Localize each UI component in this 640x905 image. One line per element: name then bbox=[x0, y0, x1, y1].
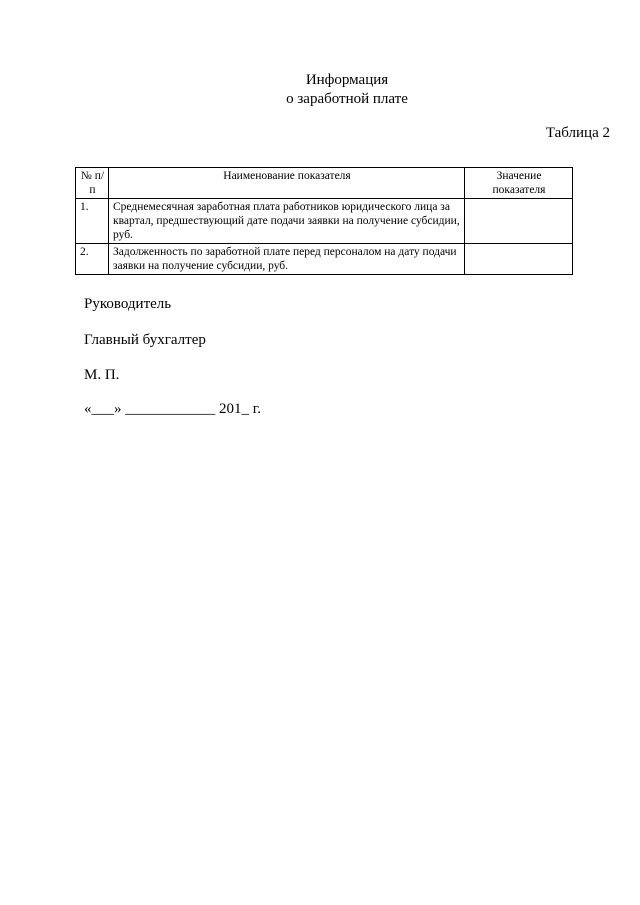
header-num: № п/п bbox=[76, 168, 109, 199]
header-name: Наименование показателя bbox=[109, 168, 465, 199]
signature-head-label: Руководитель bbox=[84, 296, 172, 312]
salary-info-table bbox=[75, 167, 573, 275]
row-value bbox=[465, 199, 573, 244]
document-subtitle: о заработной плате bbox=[286, 91, 408, 107]
table-number-label: Таблица 2 bbox=[545, 125, 610, 141]
row-num: 2. bbox=[76, 244, 109, 275]
stamp-placeholder: М. П. bbox=[84, 367, 120, 383]
signature-accountant-label: Главный бухгалтер bbox=[84, 332, 206, 348]
header-value: Значение показателя bbox=[465, 168, 573, 199]
row-value bbox=[465, 244, 573, 275]
row-name: Среднемесячная заработная плата работников юридического лица за квартал, предшествующий дате подачи заявки на получение субсидии, руб. bbox=[109, 199, 465, 244]
table-header-row bbox=[76, 168, 573, 199]
row-num: 1. bbox=[76, 199, 109, 244]
table-row bbox=[76, 244, 573, 275]
row-name: Задолженность по заработной плате перед персоналом на дату подачи заявки на получение субсидии, руб. bbox=[109, 244, 465, 275]
date-line: «___» ____________ 201_ г. bbox=[84, 401, 261, 417]
table-row bbox=[76, 199, 573, 244]
document-title: Информация bbox=[305, 72, 389, 88]
